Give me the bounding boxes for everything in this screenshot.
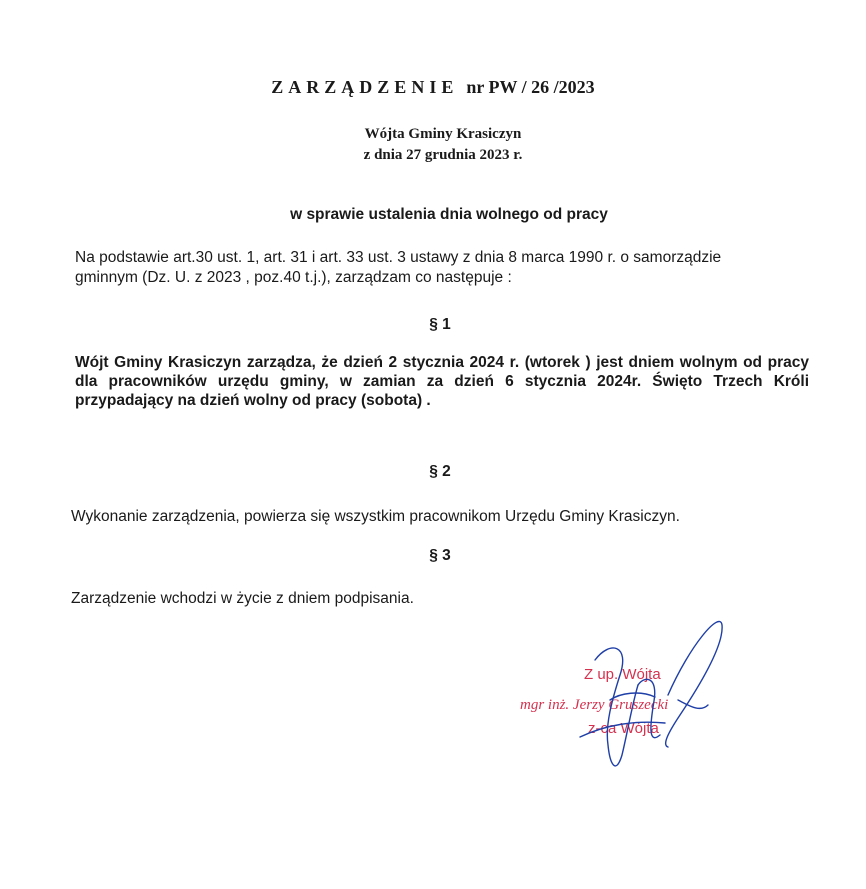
section-2-number: § 2 — [429, 463, 451, 480]
section-1-number: § 1 — [429, 316, 451, 333]
stamp-line-2: mgr inż. Jerzy Gruszecki — [520, 697, 669, 713]
subject-line: w sprawie ustalenia dnia wolnego od pracy — [290, 206, 608, 223]
issuer-block — [0, 124, 866, 166]
handwritten-signature — [550, 605, 750, 775]
stamp-line-1: Z up. Wójta — [584, 666, 661, 683]
title-number: nr PW / 26 /2023 — [466, 77, 595, 97]
section-1-text: Wójt Gminy Krasiczyn zarządza, że dzień 2 stycznia 2024 r. (wtorek ) jest dniem wolnym od pracy dla pracowników urzędu gminy, w zamian za dzień 6 stycznia 2024r. Święto Trzech Króli przypadający na dzień wolny od pracy (sobota) . — [75, 354, 809, 409]
document-title — [0, 77, 866, 98]
legal-basis: Na podstawie art.30 ust. 1, art. 31 i art. 33 ust. 3 ustawy z dnia 8 marca 1990 r. o samorządzie gminnym (Dz. U. z 2023 , poz.40 t.j.), zarządzam co następuje : — [75, 249, 722, 286]
issue-date: z dnia 27 grudnia 2023 r. — [363, 147, 523, 163]
section-3-number: § 3 — [429, 547, 451, 564]
section-2-text: Wykonanie zarządzenia, powierza się wszystkim pracownikom Urzędu Gminy Krasiczyn. — [71, 508, 680, 525]
stamp-line-3: z-ca Wójta — [588, 720, 659, 737]
title-word: ZARZĄDZENIE — [271, 77, 459, 97]
section-3-text: Zarządzenie wchodzi w życie z dniem podpisania. — [71, 590, 414, 607]
issuer-name: Wójta Gminy Krasiczyn — [364, 126, 522, 142]
